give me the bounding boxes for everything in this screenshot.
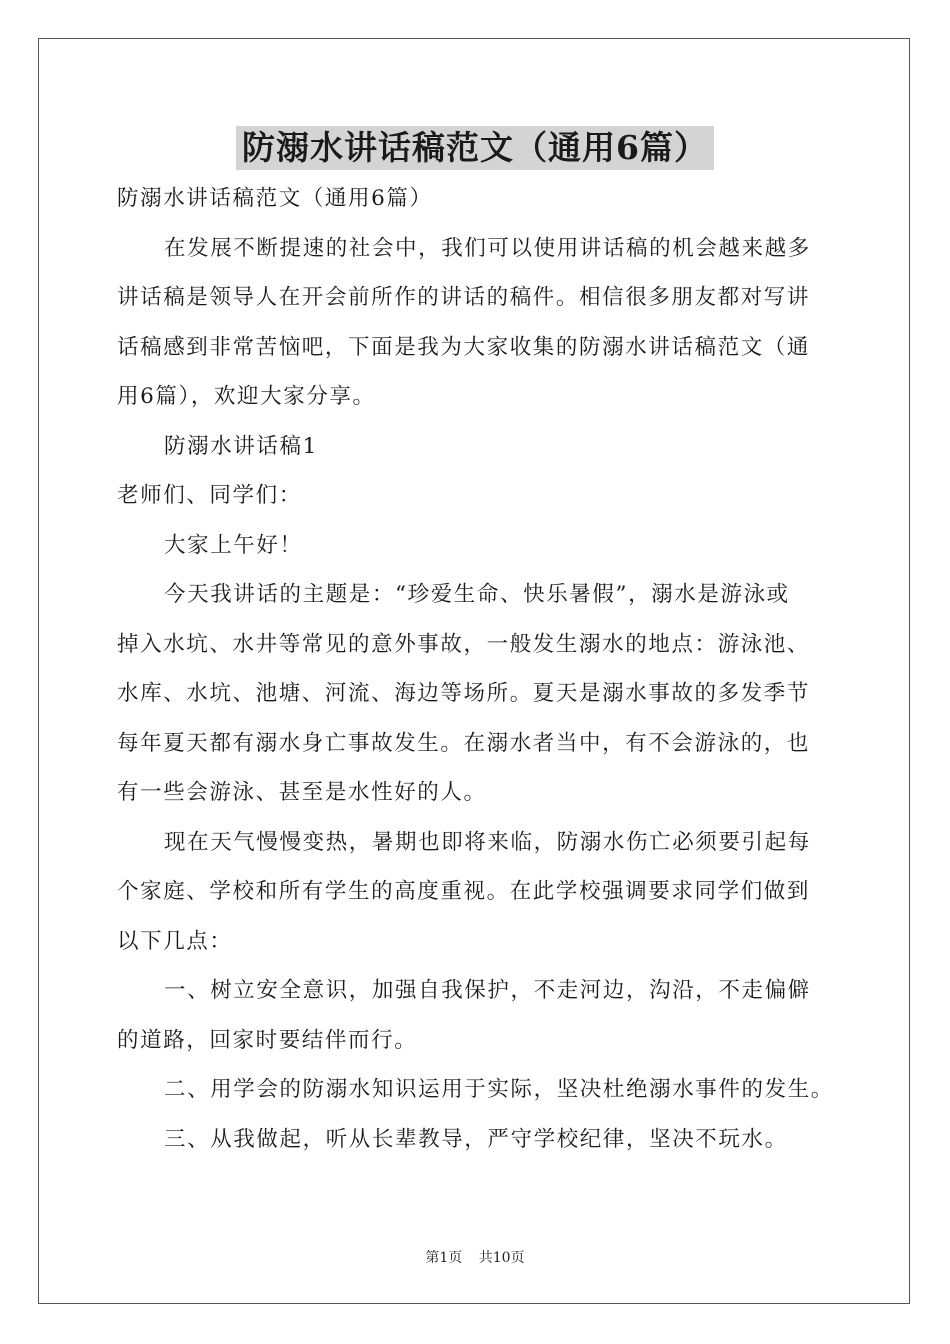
text-line: 有一些会游泳、甚至是水性好的人。 [117, 780, 487, 805]
text-line: 二、用学会的防溺水知识运用于实际，坚决杜绝溺水事件的发生。 [164, 1077, 834, 1102]
text-line: 水库、水坑、池塘、河流、海边等场所。夏天是溺水事故的多发季节 [117, 681, 811, 706]
text-line: 三、从我做起，听从长辈教导，严守学校纪律，坚决不玩水。 [164, 1126, 788, 1152]
text-line: 话稿感到非常苦恼吧，下面是我为大家收集的防溺水讲话稿范文（通 [117, 334, 811, 360]
text-line: 大家上午好！ [164, 532, 303, 558]
text-line: 老师们、同学们： [117, 483, 302, 508]
page-total: 共10页 [478, 1250, 525, 1266]
text-line: 现在天气慢慢变热，暑期也即将来临，防溺水伤亡必须要引起每 [164, 829, 811, 855]
text-line: 在发展不断提速的社会中，我们可以使用讲话稿的机会越来越多 [164, 235, 811, 261]
text-line: 的道路，回家时要结伴而行。 [117, 1027, 418, 1053]
page-number: 第1页 [425, 1250, 463, 1266]
text-line: 讲话稿是领导人在开会前所作的讲话的稿件。相信很多朋友都对写讲 [117, 285, 811, 310]
document-title: 防溺水讲话稿范文（通用6篇） [236, 126, 714, 170]
text-line: 用6篇），欢迎大家分享。 [117, 384, 376, 409]
document-body [117, 180, 847, 1170]
text-line: 掉入水坑、水井等常见的意外事故，一般发生溺水的地点：游泳池、 [117, 631, 811, 657]
text-line: 个家庭、学校和所有学生的高度重视。在此学校强调要求同学们做到 [117, 879, 811, 904]
page-footer [0, 1247, 950, 1267]
title-container [0, 126, 950, 170]
text-line: 防溺水讲话稿1 [164, 433, 318, 459]
text-line: 今天我讲话的主题是：“珍爱生命、快乐暑假”，溺水是游泳或 [164, 582, 790, 607]
text-line: 每年夏天都有溺水身亡事故发生。在溺水者当中，有不会游泳的，也 [117, 730, 811, 756]
text-line: 一、树立安全意识，加强自我保护，不走河边，沟沿，不走偏僻 [164, 978, 811, 1003]
text-line: 防溺水讲话稿范文（通用6篇） [117, 186, 433, 211]
text-line: 以下几点： [117, 928, 233, 954]
